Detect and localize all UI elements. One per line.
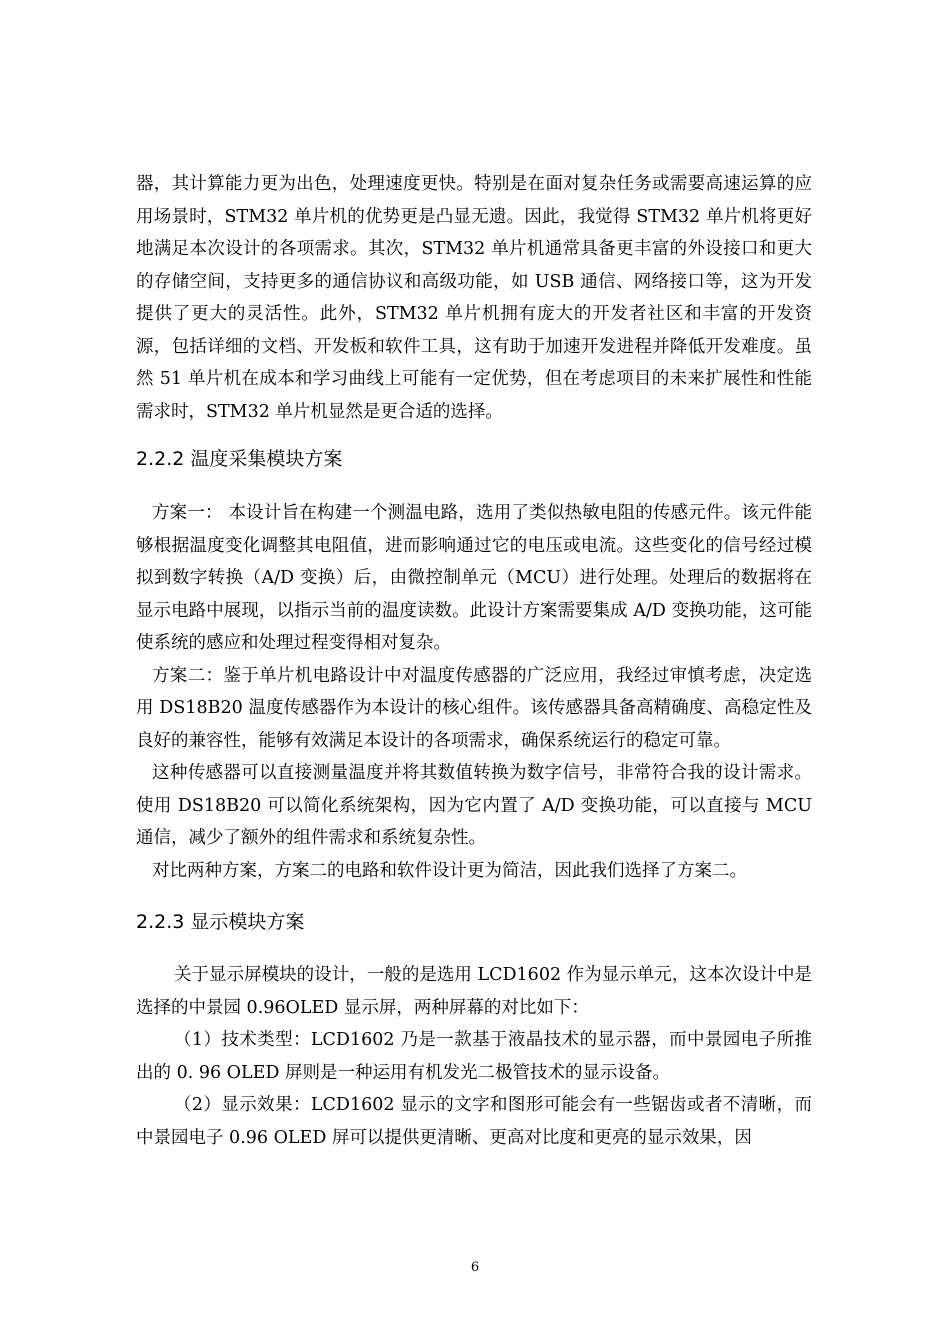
section-223-paragraph-3: （2）显示效果：LCD1602 显示的文字和图形可能会有一些锯齿或者不清晰，而中景园电子 0.96 OLED 屏可以提供更清晰、更高对比度和更亮的显示效果，因 [136,1095,812,1148]
section-222-paragraph-4: 对比两种方案，方案二的电路和软件设计更为简洁，因此我们选择了方案二。 [152,860,747,881]
document-body [136,168,812,1154]
section-222-paragraph-1: 方案一： 本设计旨在构建一个测温电路，选用了类似热敏电阻的传感元件。该元件能够根据温度变化调整其电阻值，进而影响通过它的电压或电流。这些变化的信号经过模拟到数字转换（A/D 变换）后，由微控制单元（MCU）进行处理。处理后的数据将在显示电路中展现，以指示当前的温度读数。此设计方案需要集成 A/D 变换功能，这可能使系统的感应和处理过程变得相对复杂。 [136,503,812,653]
section-222-paragraph-3: 这种传感器可以直接测量温度并将其数值转换为数字信号，非常符合我的设计需求。使用 DS18B20 可以简化系统架构，因为它内置了 A/D 变换功能，可以直接与 MCU 通信，减少了额外的组件需求和系统复杂性。 [136,763,812,848]
section-222-heading: 2.2.2 温度采集模块方案 [136,448,343,470]
section-223-paragraph-2: （1）技术类型：LCD1602 乃是一款基于液晶技术的显示器，而中景园电子所推出的 0. 96 OLED 屏则是一种运用有机发光二极管技术的显示设备。 [136,1030,812,1083]
section-222-paragraph-2: 方案二：鉴于单片机电路设计中对温度传感器的广泛应用，我经过审慎考虑，决定选用 DS18B20 温度传感器作为本设计的核心组件。该传感器具备高精确度、高稳定性及良好的兼容性，能够有效满足本设计的各项需求，确保系统运行的稳定可靠。 [136,665,812,751]
page-number: 6 [470,1260,480,1275]
section-223-paragraph-1: 关于显示屏模块的设计，一般的是选用 LCD1602 作为显示单元，这本次设计中是选择的中景园 0.96OLED 显示屏，两种屏幕的对比如下： [136,965,812,1018]
section-221-tail-paragraph: 器，其计算能力更为出色，处理速度更快。特别是在面对复杂任务或需要高速运算的应用场景时，STM32 单片机的优势更是凸显无遗。因此，我觉得 STM32 单片机将更好地满足本次设计的各项需求。其次，STM32 单片机通常具备更丰富的外设接口和更大的存储空间，支持更多的通信协议和高级功能，如 USB 通信、网络接口等，这为开发提供了更大的灵活性。此外，STM32 单片机拥有庞大的开发者社区和丰富的开发资源，包括详细的文档、开发板和软件工具，这有助于加速开发进程并降低开发难度。虽然 51 单片机在成本和学习曲线上可能有一定优势，但在考虑项目的未来扩展性和性能需求时，STM32 单片机显然是更合适的选择。 [136,174,812,422]
section-223-heading: 2.2.3 显示模块方案 [136,911,305,933]
